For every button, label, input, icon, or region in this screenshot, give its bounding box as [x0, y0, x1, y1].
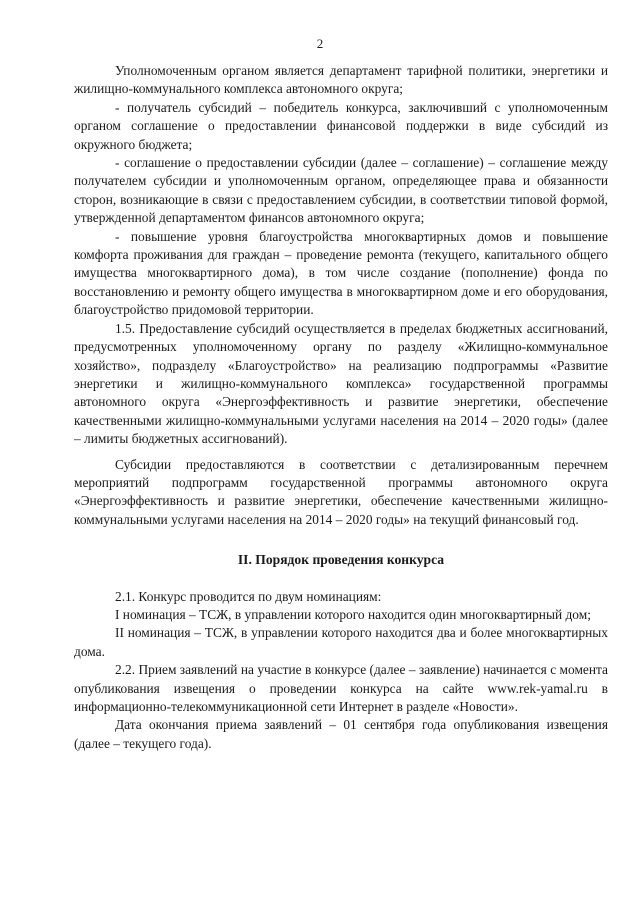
definition-subsidy-recipient: - получатель субсидий – победитель конкурса, заключивший с уполномоченным органом соглашение о предоставлении финансовой поддержки в виде субсидий из окружного бюджета; [74, 99, 608, 152]
definition-improvement-level: - повышение уровня благоустройства многоквартирных домов и повышение комфорта проживания для граждан – проведение ремонта (текущего, капитального общего имущества многоквартирного дома), в том числе создание (пополнение) фонда по восстановлению и ремонту общего имущества в многоквартирном доме и его оборудования, благоустройство придомовой территории. [74, 228, 608, 318]
clause-1-5-paragraph: 1.5. Предоставление субсидий осуществляется в пределах бюджетных ассигнований, предусмотренных уполномоченному органу по разделу «Жилищно-коммунальное хозяйство», подразделу «Благоустройство» на реализацию подпрограммы «Развитие энергетики и жилищно-коммунального комплекса» государственной программы автономного округа «Энергоэффективность и развитие энергетики, обеспечение качественными жилищно-коммунальными услугами населения на 2014 – 2020 годы» (далее – лимиты бюджетных ассигнований). [74, 320, 608, 447]
clause-2-2-paragraph: 2.2. Прием заявлений на участие в конкурсе (далее – заявление) начинается с момента опубликования извещения о проведении конкурса на сайте www.rek-yamal.ru в информационно-телекоммуникационной сети Интернет в разделе «Новости». [74, 662, 608, 714]
section-heading-contest-procedure: II. Порядок проведения конкурса [237, 552, 445, 568]
nomination-1-paragraph: I номинация – ТСЖ, в управлении которого находится один многоквартирный дом; [115, 606, 591, 622]
spacer [74, 570, 608, 588]
document-body [74, 62, 608, 753]
spacer [74, 529, 608, 551]
application-deadline-paragraph: Дата окончания приема заявлений – 01 сентября года опубликования извещения (далее – текущего года). [74, 717, 608, 751]
definition-subsidy-agreement: - соглашение о предоставлении субсидии (далее – соглашение) – соглашение между получателем субсидии и уполномоченным органом, определяющее права и обязанности сторон, возникающие в связи с предоставлением субсидии, в соответствии типовой формой, утвержденной департаментом финансов автономного округа; [74, 155, 608, 226]
nomination-2-paragraph: II номинация – ТСЖ, в управлении которого находится два и более многоквартирных дома. [74, 625, 608, 659]
spacer [74, 449, 608, 456]
clause-2-1-paragraph: 2.1. Конкурс проводится по двум номинациям: [115, 588, 382, 604]
subsidies-provision-paragraph: Субсидии предоставляются в соответствии с детализированным перечнем мероприятий подпрограмм государственной программы автономного округа «Энергоэффективность и развитие энергетики, обеспечение качественными жилищно-коммунальными услугами населения на 2014 – 2020 годы» на текущий финансовый год. [74, 456, 608, 527]
page-number: 2 [316, 36, 324, 51]
authorized-body-paragraph: Уполномоченным органом является департамент тарифной политики, энергетики и жилищно-коммунального комплекса автономного округа; [74, 63, 608, 97]
